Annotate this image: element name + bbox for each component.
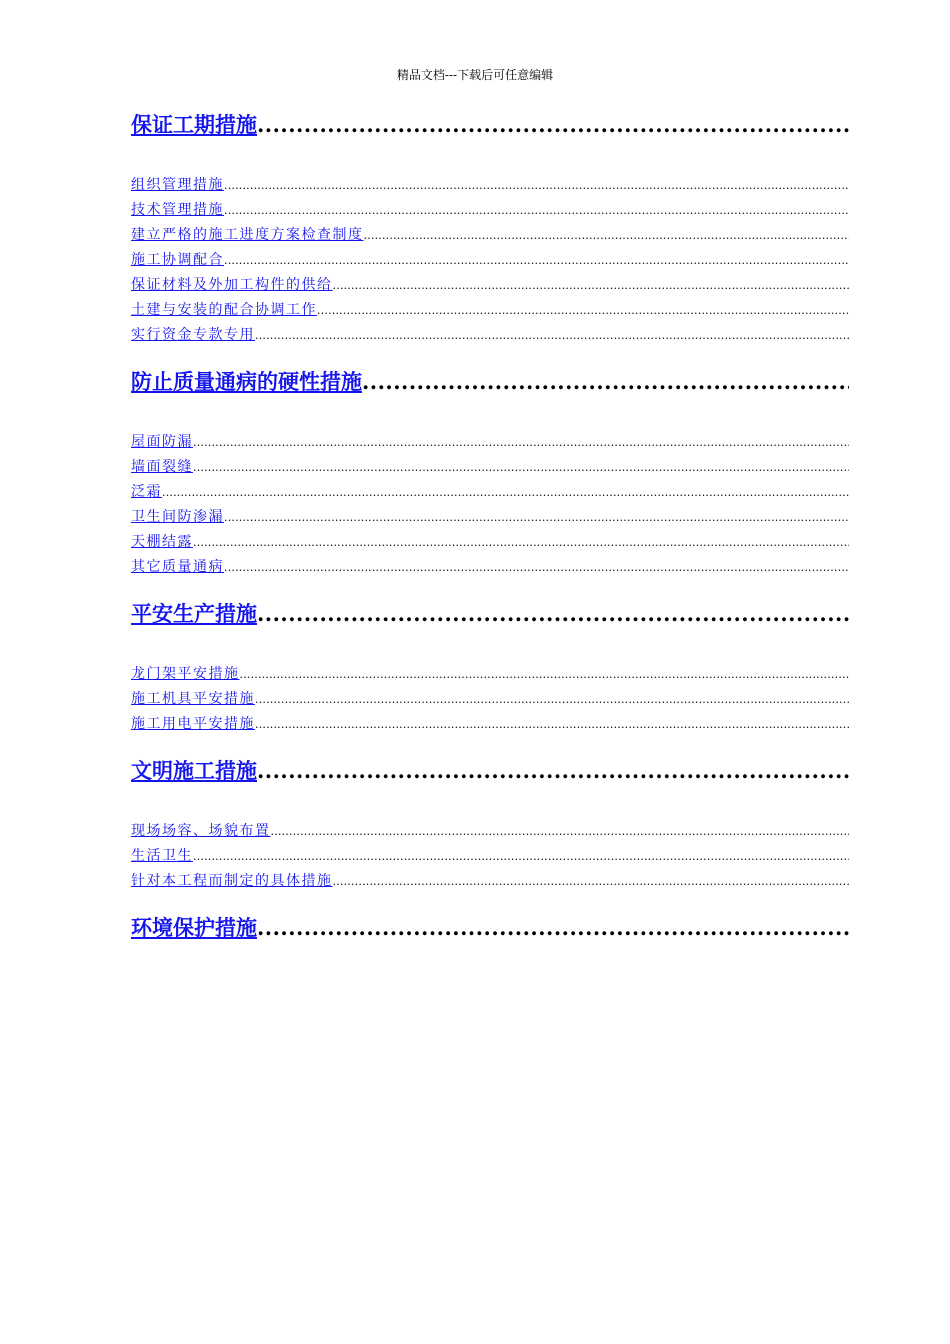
toc-section-civilized[interactable] [131, 756, 849, 786]
dot-leader [333, 277, 850, 295]
toc-item[interactable] [131, 270, 849, 295]
toc-section-title: 保证工期措施 [131, 112, 257, 137]
toc-item[interactable] [131, 527, 849, 552]
toc-item-label: 生活卫生 [131, 848, 193, 864]
toc-item-label: 泛霜 [131, 484, 162, 500]
dot-leader [364, 227, 850, 245]
toc-section-title: 平安生产措施 [131, 601, 257, 626]
dot-leader [224, 202, 849, 220]
toc-section-title: 环境保护措施 [131, 915, 257, 940]
toc-item-label: 龙门架平安措施 [131, 666, 240, 682]
dot-leader [257, 756, 849, 786]
toc-item[interactable] [131, 477, 849, 502]
page-header [0, 67, 950, 83]
toc-item[interactable] [131, 452, 849, 477]
toc-item-label: 施工协调配合 [131, 252, 224, 268]
dot-leader [162, 484, 849, 502]
toc-item[interactable] [131, 866, 849, 891]
dot-leader [362, 367, 849, 397]
toc-item-label: 组织管理措施 [131, 177, 224, 193]
toc-section-title: 文明施工措施 [131, 758, 257, 783]
toc-item-label: 施工机具平安措施 [131, 691, 255, 707]
toc-item[interactable] [131, 245, 849, 270]
toc-item-label: 卫生间防渗漏 [131, 509, 224, 525]
dot-leader [193, 459, 849, 477]
toc-item[interactable] [131, 320, 849, 345]
toc-item[interactable] [131, 816, 849, 841]
toc-item[interactable] [131, 552, 849, 577]
dot-leader [224, 252, 849, 270]
toc-section-quality[interactable] [131, 367, 849, 397]
toc-item-label: 其它质量通病 [131, 559, 224, 575]
dot-leader [224, 509, 849, 527]
toc-item-label: 墙面裂缝 [131, 459, 193, 475]
toc-item[interactable] [131, 427, 849, 452]
dot-leader [193, 534, 849, 552]
dot-leader [257, 110, 849, 140]
dot-leader [317, 302, 849, 320]
toc-item[interactable] [131, 220, 849, 245]
toc-item-label: 土建与安装的配合协调工作 [131, 302, 317, 318]
toc-section-safety[interactable] [131, 599, 849, 629]
toc-item[interactable] [131, 295, 849, 320]
dot-leader [271, 823, 850, 841]
toc-item[interactable] [131, 170, 849, 195]
toc-item-label: 建立严格的施工进度方案检查制度 [131, 227, 364, 243]
dot-leader [257, 599, 849, 629]
dot-leader [255, 327, 849, 345]
toc-section-environment[interactable] [131, 913, 849, 943]
toc-item[interactable] [131, 659, 849, 684]
toc-item-label: 施工用电平安措施 [131, 716, 255, 732]
toc-item[interactable] [131, 709, 849, 734]
header-text: 精品文档---下载后可任意编辑 [396, 68, 554, 82]
dot-leader [255, 716, 849, 734]
toc-item[interactable] [131, 502, 849, 527]
dot-leader [193, 434, 849, 452]
toc-item-label: 保证材料及外加工构件的供给 [131, 277, 333, 293]
toc-section-schedule[interactable] [131, 110, 849, 140]
dot-leader [257, 913, 849, 943]
toc-item[interactable] [131, 195, 849, 220]
toc-item-label: 针对本工程而制定的具体措施 [131, 873, 333, 889]
toc-item-label: 天棚结露 [131, 534, 193, 550]
toc-item[interactable] [131, 684, 849, 709]
toc-item-label: 屋面防漏 [131, 434, 193, 450]
dot-leader [224, 559, 849, 577]
dot-leader [333, 873, 850, 891]
toc-item-label: 实行资金专款专用 [131, 327, 255, 343]
dot-leader [240, 666, 850, 684]
toc-section-title: 防止质量通病的硬性措施 [131, 369, 362, 394]
dot-leader [255, 691, 849, 709]
toc-item-label: 技术管理措施 [131, 202, 224, 218]
dot-leader [224, 177, 849, 195]
dot-leader [193, 848, 849, 866]
table-of-contents [131, 110, 849, 943]
toc-item-label: 现场场容、场貌布置 [131, 823, 271, 839]
toc-item[interactable] [131, 841, 849, 866]
